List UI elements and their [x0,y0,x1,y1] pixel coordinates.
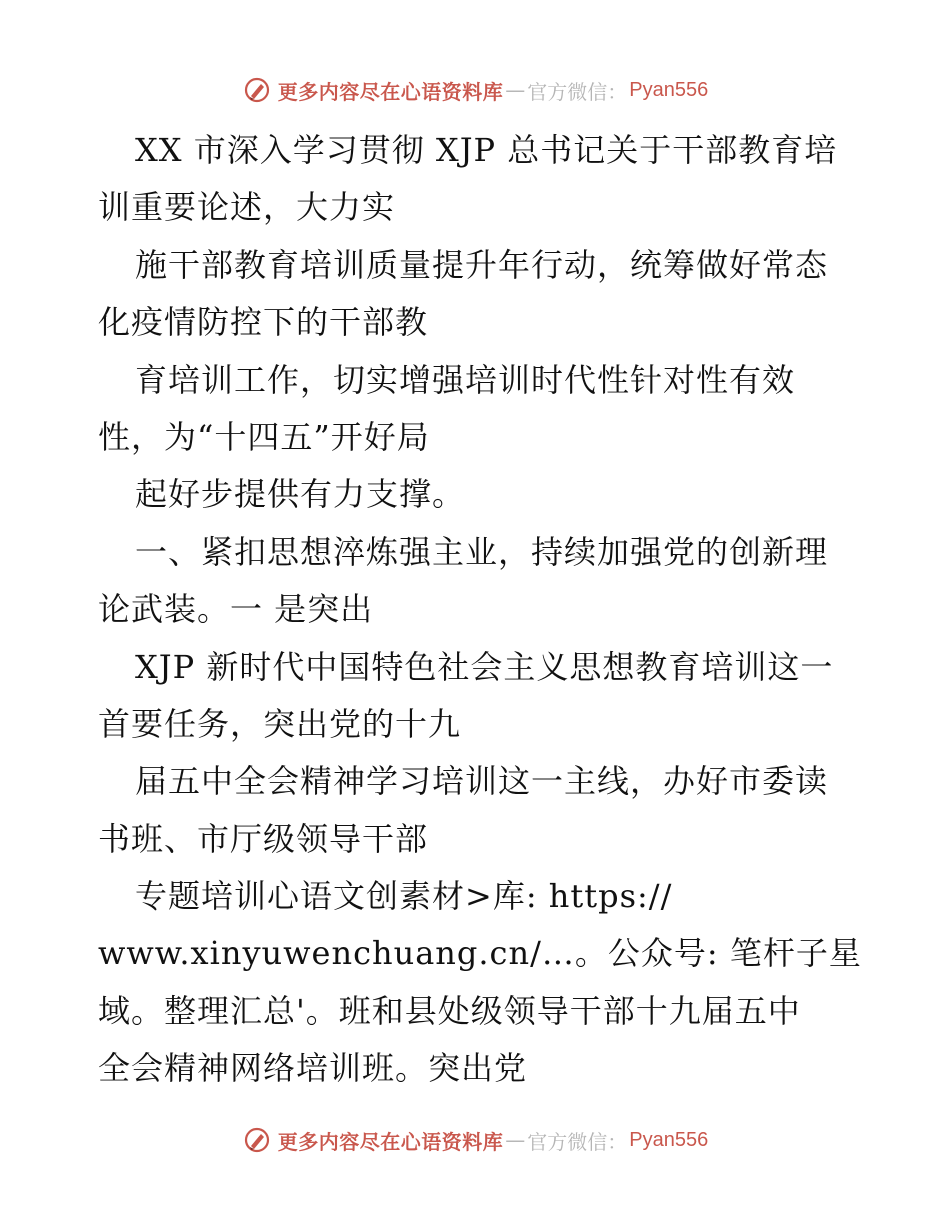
text-line: 育培训工作，切实增强培训时代性针对性有效 [135,360,796,399]
text-line: 域。整理汇总'。班和县处级领导干部十九届五中 [98,991,801,1030]
text-line: 届五中全会精神学习培训这一主线，办好市委读 [135,762,829,801]
text-line: www.xinyuwenchuang.cn/…。公众号: 笔杆子星 [98,934,862,973]
text-line: 首要任务，突出党的十九 [98,704,462,743]
text-line: 训重要论述，大力实 [98,188,396,227]
text-line: 起好步提供有力支撑。 [135,475,466,514]
text-line: XJP 新时代中国特色社会主义思想教育培训这一 [135,647,834,686]
text-line: 化疫情防控下的干部教 [98,303,429,342]
watermark-official: 官方微信： [527,1129,628,1154]
text-line: 专题培训心语文创素材>库: https:// [135,877,673,916]
watermark-brand: 更多内容尽在心语资料库 [277,1129,504,1154]
text-line: 全会精神网络培训班。突出党 [98,1049,528,1088]
pen-logo-icon [242,1125,272,1155]
text-line: 性，为“十四五”开好局 [98,417,430,456]
watermark-wechat-id: Pyan556 [629,78,709,101]
pen-logo-icon [242,75,272,105]
header-watermark [0,70,950,110]
document-body [98,122,862,1098]
text-line: 一、紧扣思想淬炼强主业，持续加强党的创新理 [135,532,829,571]
watermark-brand: 更多内容尽在心语资料库 [277,79,504,104]
watermark-official: 官方微信： [527,79,628,104]
watermark-dash: — [505,78,526,102]
watermark-wechat-id: Pyan556 [629,1128,709,1151]
text-line: XX 市深入学习贯彻 XJP 总书记关于干部教育培 [135,131,838,169]
footer-watermark [0,1120,950,1160]
text-line: 论武装。一 是突出 [98,590,374,629]
text-line: 书班、市厅级领导干部 [98,819,429,858]
text-line: 施干部教育培训质量提升年行动，统筹做好常态 [135,245,829,284]
watermark-dash: — [505,1128,526,1152]
